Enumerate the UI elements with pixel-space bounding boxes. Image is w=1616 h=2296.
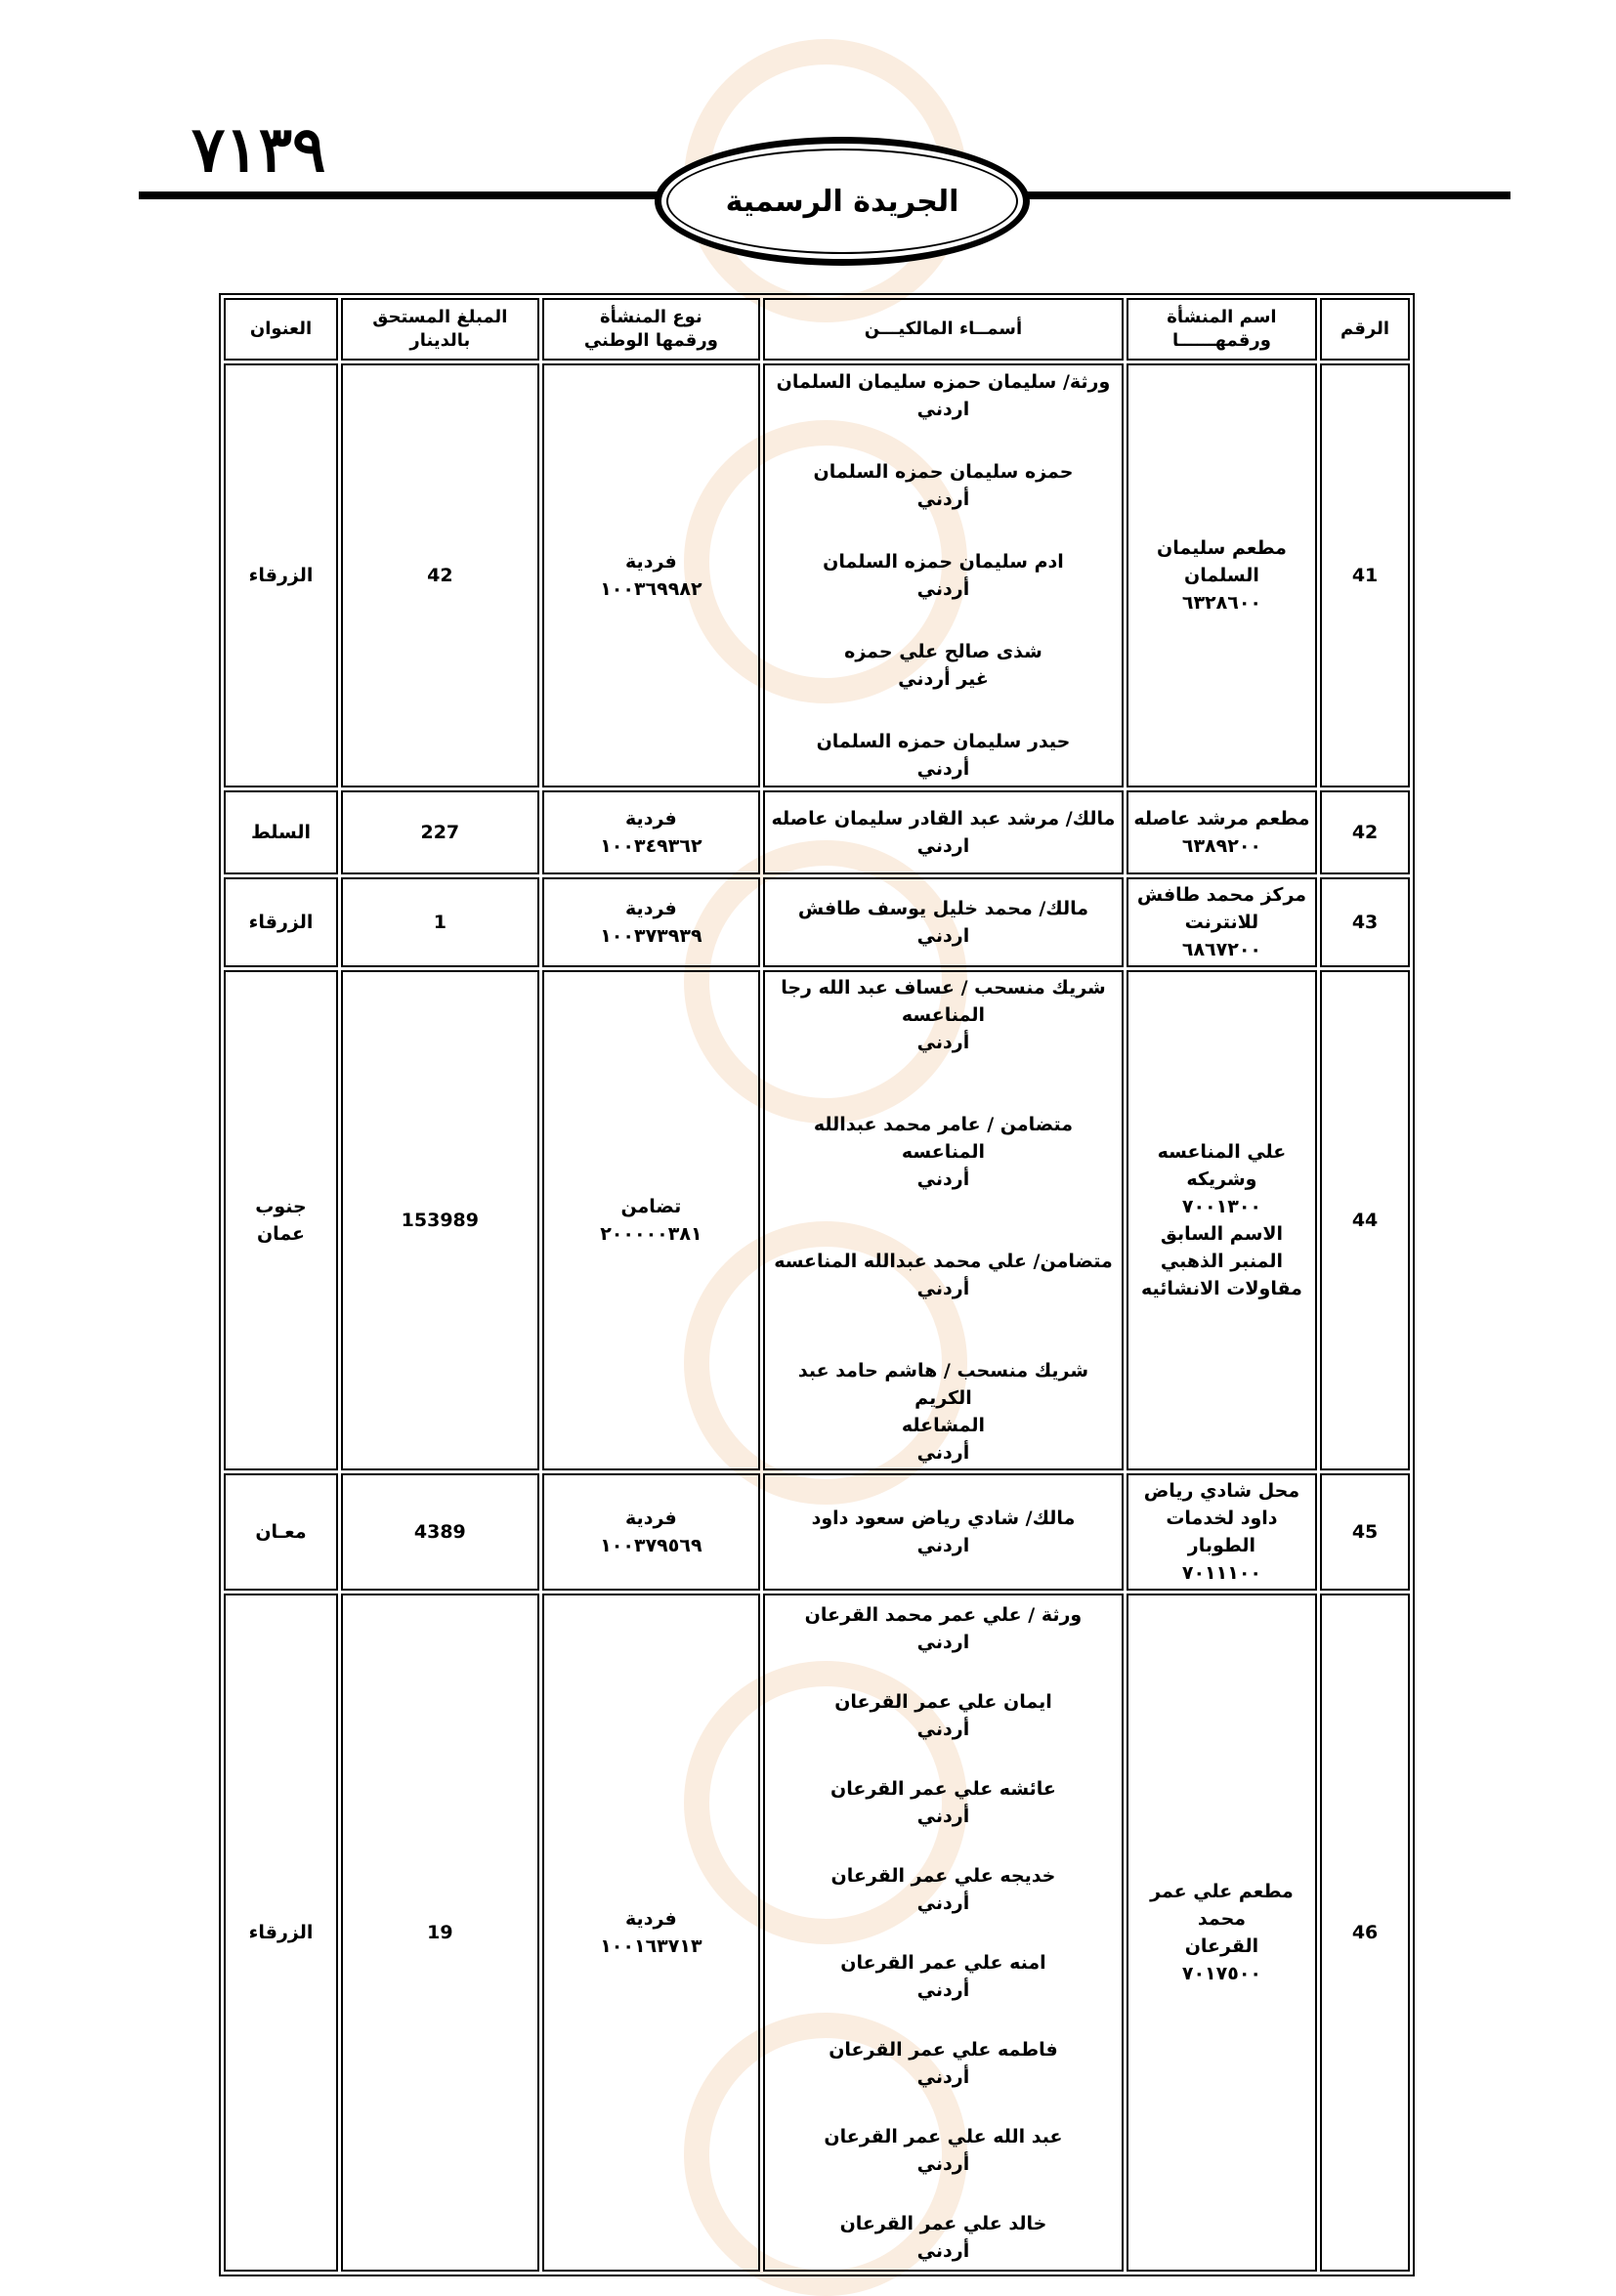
table-row bbox=[224, 1473, 1410, 1591]
address-cell: الزرقاء bbox=[224, 1594, 338, 2272]
owner-nationality: اردني bbox=[916, 1535, 970, 1556]
table-row bbox=[224, 970, 1410, 1470]
row-number-cell: 41 bbox=[1320, 363, 1410, 787]
owner-nationality: أردني bbox=[916, 489, 970, 510]
owner-entry bbox=[769, 458, 1118, 513]
amount-cell: 227 bbox=[341, 790, 539, 874]
owner-name: ورثة / علي عمر محمد القرعان bbox=[804, 1603, 1083, 1626]
owner-entry bbox=[769, 805, 1118, 860]
establishment-cell: علي المناعسه وشريكه ٧٠٠١٣٠٠ الاسم السابق المنبر الذهبي مقاولات الانشائيه bbox=[1127, 970, 1317, 1470]
owner-nationality: أردني bbox=[916, 1805, 970, 1827]
type-national-id-cell: فردية ١٠٠٣٧٩٥٦٩ bbox=[542, 1473, 761, 1591]
owner-name: ايمان علي عمر القرعان bbox=[834, 1690, 1052, 1713]
owner-entry bbox=[769, 895, 1118, 950]
establishments-table bbox=[219, 293, 1415, 2276]
owner-nationality: أردني bbox=[916, 1032, 970, 1053]
owner-entry bbox=[769, 1601, 1118, 1656]
owner-nationality: غير أردني bbox=[898, 668, 989, 690]
table-header-row bbox=[224, 298, 1410, 361]
owner-name: خالد علي عمر القرعان bbox=[839, 2212, 1047, 2234]
owner-entry bbox=[769, 1775, 1118, 1830]
owner-name: شريك منسحب / عساف عبد الله رجا المناعسه bbox=[781, 977, 1106, 1026]
owners-cell bbox=[763, 1594, 1124, 2272]
header-establishment: اسم المنشأة ورقمهــــــا bbox=[1127, 298, 1317, 361]
owner-nationality: أردني bbox=[916, 1892, 970, 1914]
row-number-cell: 44 bbox=[1320, 970, 1410, 1470]
owner-name: عائشه علي عمر القرعان bbox=[830, 1777, 1056, 1800]
amount-cell: 42 bbox=[341, 363, 539, 787]
owner-name: شذى صالح علي حمزه bbox=[844, 641, 1042, 662]
owners-cell bbox=[763, 363, 1124, 787]
owner-name: حيدر سليمان حمزه السلمان bbox=[816, 731, 1071, 752]
owner-nationality: أردني bbox=[916, 1278, 970, 1299]
owner-nationality: اردني bbox=[916, 399, 970, 420]
owner-entry bbox=[769, 1862, 1118, 1917]
owners-cell bbox=[763, 1473, 1124, 1591]
owner-entry bbox=[769, 1248, 1118, 1302]
owner-entry bbox=[769, 1949, 1118, 2004]
owner-nationality: أردني bbox=[916, 2239, 970, 2262]
type-national-id-cell: تضامن ٢٠٠٠٠٠٣٨١ bbox=[542, 970, 761, 1470]
owner-entry bbox=[769, 1505, 1118, 1559]
establishment-cell: مطعم علي عمر محمد القرعان ٧٠١٧٥٠٠ bbox=[1127, 1594, 1317, 2272]
gazette-title-oval bbox=[655, 137, 1030, 266]
owner-name: ادم سليمان حمزه السلمان bbox=[823, 551, 1064, 573]
owner-entry bbox=[769, 368, 1118, 423]
owners-cell bbox=[763, 790, 1124, 874]
type-national-id-cell: فردية ١٠٠٣٧٣٩٣٩ bbox=[542, 877, 761, 967]
header-address: العنوان bbox=[224, 298, 338, 361]
type-national-id-cell: فردية ١٠٠٣٤٩٣٦٢ bbox=[542, 790, 761, 874]
owner-nationality: أردني bbox=[916, 1978, 970, 2001]
establishment-cell: مطعم سليمان السلمان ٦٣٢٨٦٠٠ bbox=[1127, 363, 1317, 787]
type-national-id-cell: فردية ١٠٠١٦٣٧١٣ bbox=[542, 1594, 761, 2272]
owner-name: خديجه علي عمر القرعان bbox=[830, 1864, 1056, 1887]
header-amount: المبلغ المستحق بالدينار bbox=[341, 298, 539, 361]
establishment-cell: مركز محمد طافش للانترنت ٦٨٦٧٢٠٠ bbox=[1127, 877, 1317, 967]
amount-cell: 1 bbox=[341, 877, 539, 967]
owner-entry bbox=[769, 2036, 1118, 2091]
establishment-cell: مطعم مرشد عاصله ٦٣٨٩٢٠٠ bbox=[1127, 790, 1317, 874]
table-row bbox=[224, 1594, 1410, 2272]
row-number-cell: 43 bbox=[1320, 877, 1410, 967]
owner-entry bbox=[769, 548, 1118, 603]
row-number-cell: 42 bbox=[1320, 790, 1410, 874]
row-number-cell: 45 bbox=[1320, 1473, 1410, 1591]
address-cell: معـان bbox=[224, 1473, 338, 1591]
owner-nationality: أردني bbox=[916, 1442, 970, 1464]
owners-cell bbox=[763, 970, 1124, 1470]
address-cell: الزرقاء bbox=[224, 877, 338, 967]
owner-nationality: اردني bbox=[916, 1631, 970, 1653]
owner-name: عبد الله علي عمر القرعان bbox=[824, 2125, 1063, 2147]
table-row bbox=[224, 877, 1410, 967]
address-cell: جنوب عمان bbox=[224, 970, 338, 1470]
owner-name: مالك/ شادي رياض سعود داود bbox=[811, 1508, 1076, 1529]
owner-name: فاطمه علي عمر القرعان bbox=[829, 2038, 1058, 2061]
owner-nationality: أردني bbox=[916, 1718, 970, 1740]
owner-nationality: أردني bbox=[916, 2065, 970, 2088]
amount-cell: 19 bbox=[341, 1594, 539, 2272]
owner-entry bbox=[769, 728, 1118, 783]
table-row bbox=[224, 363, 1410, 787]
owner-entry bbox=[769, 974, 1118, 1056]
amount-cell: 153989 bbox=[341, 970, 539, 1470]
owner-entry bbox=[769, 2210, 1118, 2265]
owner-nationality: اردني bbox=[916, 925, 970, 947]
owner-name: امنه علي عمر القرعان bbox=[840, 1951, 1046, 1974]
owner-entry bbox=[769, 1111, 1118, 1193]
owner-name: حمزه سليمان حمزه السلمان bbox=[813, 461, 1074, 483]
owner-nationality: أردني bbox=[916, 758, 970, 780]
address-cell: الزرقاء bbox=[224, 363, 338, 787]
owner-name: متضامن/ علي محمد عبدالله المناعسه bbox=[774, 1251, 1113, 1272]
row-number-cell: 46 bbox=[1320, 1594, 1410, 2272]
type-national-id-cell: فردية ١٠٠٣٦٩٩٨٢ bbox=[542, 363, 761, 787]
owner-nationality: أردني bbox=[916, 1169, 970, 1190]
header-type: نوع المنشأة ورقمها الوطني bbox=[542, 298, 761, 361]
owner-entry bbox=[769, 1688, 1118, 1743]
owner-entry bbox=[769, 1357, 1118, 1467]
owner-nationality: أردني bbox=[916, 2152, 970, 2175]
owner-nationality: أردني bbox=[916, 578, 970, 600]
amount-cell: 4389 bbox=[341, 1473, 539, 1591]
owner-name: مالك/ محمد خليل يوسف طافش bbox=[797, 898, 1089, 919]
header-number: الرقم bbox=[1320, 298, 1410, 361]
owner-name: متضامن / عامر محمد عبدالله المناعسه bbox=[813, 1114, 1074, 1163]
owner-nationality: اردني bbox=[916, 835, 970, 857]
owner-name: شريك منسحب / هاشم حامد عبد الكريم المشاعله bbox=[797, 1360, 1089, 1436]
owner-entry bbox=[769, 638, 1118, 693]
table-row bbox=[224, 790, 1410, 874]
owners-cell bbox=[763, 877, 1124, 967]
establishment-cell: محل شادي رياض داود لخدمات الطوبار ٧٠١١١٠٠ bbox=[1127, 1473, 1317, 1591]
page-number: ٧١٣٩ bbox=[191, 113, 326, 187]
address-cell: السلط bbox=[224, 790, 338, 874]
owner-entry bbox=[769, 2123, 1118, 2178]
gazette-title: الجريدة الرسمية bbox=[725, 184, 959, 219]
owner-name: مالك/ مرشد عبد القادر سليمان عاصله bbox=[771, 808, 1116, 829]
owner-name: ورثة/ سليمان حمزه سليمان السلمان bbox=[776, 371, 1111, 393]
header-owners: أسمــاء المالكيـــن bbox=[763, 298, 1124, 361]
